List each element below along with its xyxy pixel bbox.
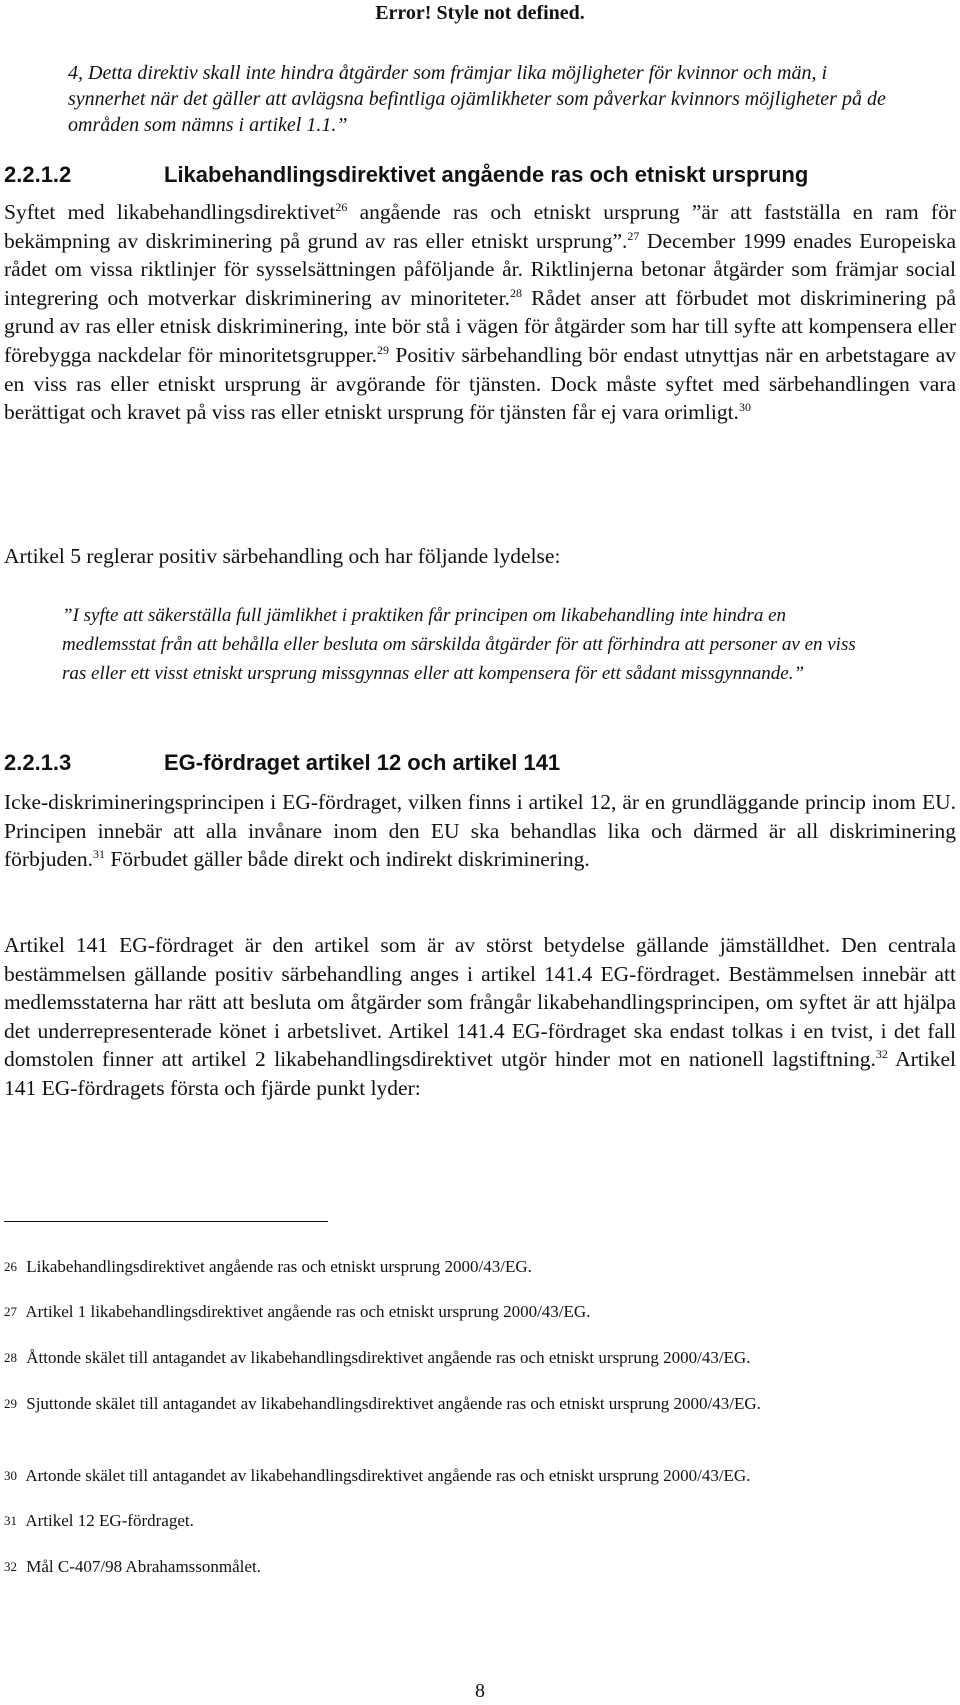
section-number: 2.2.1.3 <box>4 750 72 775</box>
footnote-28: 28 Åttonde skälet till antagandet av likabehandlingsdirektivet angående ras och etniskt ursprung 2000/43/EG. <box>4 1348 751 1367</box>
paragraph-artikel-141: Artikel 141 EG-fördraget är den artikel som är av störst betydelse gällande jämställdhet. Den centrala bestämmelsen gällande positiv särbehandling anges i artikel 141.4 EG-fördraget. Bestämmelsen innebär att medlemsstaterna har rätt att besluta om åtgärder som frångår likabehandlingsprincipen, om syftet är att hjälpa det underrepresenterade könet i arbetslivet. Artikel 141.4 EG-fördraget ska endast tolkas i en tvist, i det fall domstolen finner att artikel 2 likabehandlingsdirektivet utgör hinder mot en nationell lagstiftning.$^{32}$ Artikel 141 EG-fördragets första och fjärde punkt lyder: <box>4 933 956 1100</box>
footnote-ref-26[interactable]: 26 <box>335 199 348 214</box>
paragraph-icke-diskriminering: Icke-diskrimineringsprincipen i EG-fördraget, vilken finns i artikel 12, är en grundläggande princip inom EU. Principen innebär att alla invånare inom den EU ska behandlas lika och därmed är all diskriminering förbjuden.$^{31}$ Förbudet gäller både direkt och indirekt diskriminering. <box>4 790 956 872</box>
footnote-ref-28[interactable]: 28 <box>509 285 522 300</box>
footnote-30: 30 Artonde skälet till antagandet av likabehandlingsdirektivet angående ras och etniskt ursprung 2000/43/EG. <box>4 1466 751 1485</box>
footnote-ref-27[interactable]: 27 <box>627 228 640 243</box>
quoted-article-text: 4, Detta direktiv skall inte hindra åtgärder som främjar lika möjligheter för kvinnor och män, i synnerhet när det gäller att avlägsna befintliga ojämlikheter som påverkar kvinnors möjligheter på de områden som nämns i artikel 1.1.” <box>68 62 886 136</box>
footnote-27: 27 Artikel 1 likabehandlingsdirektivet angående ras och etniskt ursprung 2000/43/EG. <box>4 1302 591 1321</box>
running-header: Error! Style not defined. <box>375 2 585 24</box>
footnote-26: 26 Likabehandlingsdirektivet angående ras och etniskt ursprung 2000/43/EG. <box>4 1257 532 1276</box>
section-heading-2-2-1-3 <box>4 750 560 776</box>
paragraph-syftet: Syftet med likabehandlingsdirektivet$^{26}$ angående ras och etniskt ursprung ”är att fastställa en ram för bekämpning av diskriminering på grund av ras eller etniskt ursprung”.$^{27}$ December 1999 enades Europeiska rådet om vissa riktlinjer för sysselsättningen påföljande år. Riktlinjerna betonar åtgärder som främjar social integrering och motverkar diskriminering av minoriteter.$^{28}$ Rådet anser att förbudet mot diskriminering på grund av ras eller etnisk diskriminering, inte bör stå i vägen för åtgärder som har till syfte att kompensera eller förebygga nackdelar för minoritetsgrupper.$^{29}$ Positiv särbehandling bör endast utnyttjas när en arbetstagare av en viss ras eller etniskt ursprung är avgörande för tjänsten. Dock måste syftet med särbehandlingen vara berättigat och kravet på viss ras eller etniskt ursprung för tjänsten får ej vara orimligt.$^{30}$ <box>4 199 956 425</box>
section-number: 2.2.1.2 <box>4 162 72 187</box>
section-title: Likabehandlingsdirektivet angående ras och etniskt ursprung <box>164 162 809 187</box>
footnote-ref-30[interactable]: 30 <box>738 400 751 414</box>
footnote-ref-29[interactable]: 29 <box>377 342 390 357</box>
footnote-32: 32 Mål C-407/98 Abrahamssonmålet. <box>4 1557 261 1576</box>
footnote-ref-31[interactable]: 31 <box>92 847 105 862</box>
footnote-ref-32[interactable]: 32 <box>875 1047 888 1062</box>
section-title: EG-fördraget artikel 12 och artikel 141 <box>164 750 561 775</box>
block-quote-artikel-5: ”I syfte att säkerställa full jämlikhet i praktiken får principen om likabehandling inte hindra en medlemsstat från att behålla eller besluta om särskilda åtgärder för att förhindra att personer av en viss ras eller ett visst etniskt ursprung missgynnas eller att kompensera för ett sådant missgynnande.” <box>62 605 856 684</box>
paragraph-artikel-5: Artikel 5 reglerar positiv särbehandling och har följande lydelse: <box>4 544 561 568</box>
footnote-31: 31 Artikel 12 EG-fördraget. <box>4 1511 194 1530</box>
section-heading-2-2-1-2 <box>4 162 808 188</box>
footnote-29: 29 Sjuttonde skälet till antagandet av likabehandlingsdirektivet angående ras och etniskt ursprung 2000/43/EG. <box>4 1394 761 1413</box>
footnote-separator <box>4 1221 328 1222</box>
page-number: 8 <box>475 1680 485 1702</box>
